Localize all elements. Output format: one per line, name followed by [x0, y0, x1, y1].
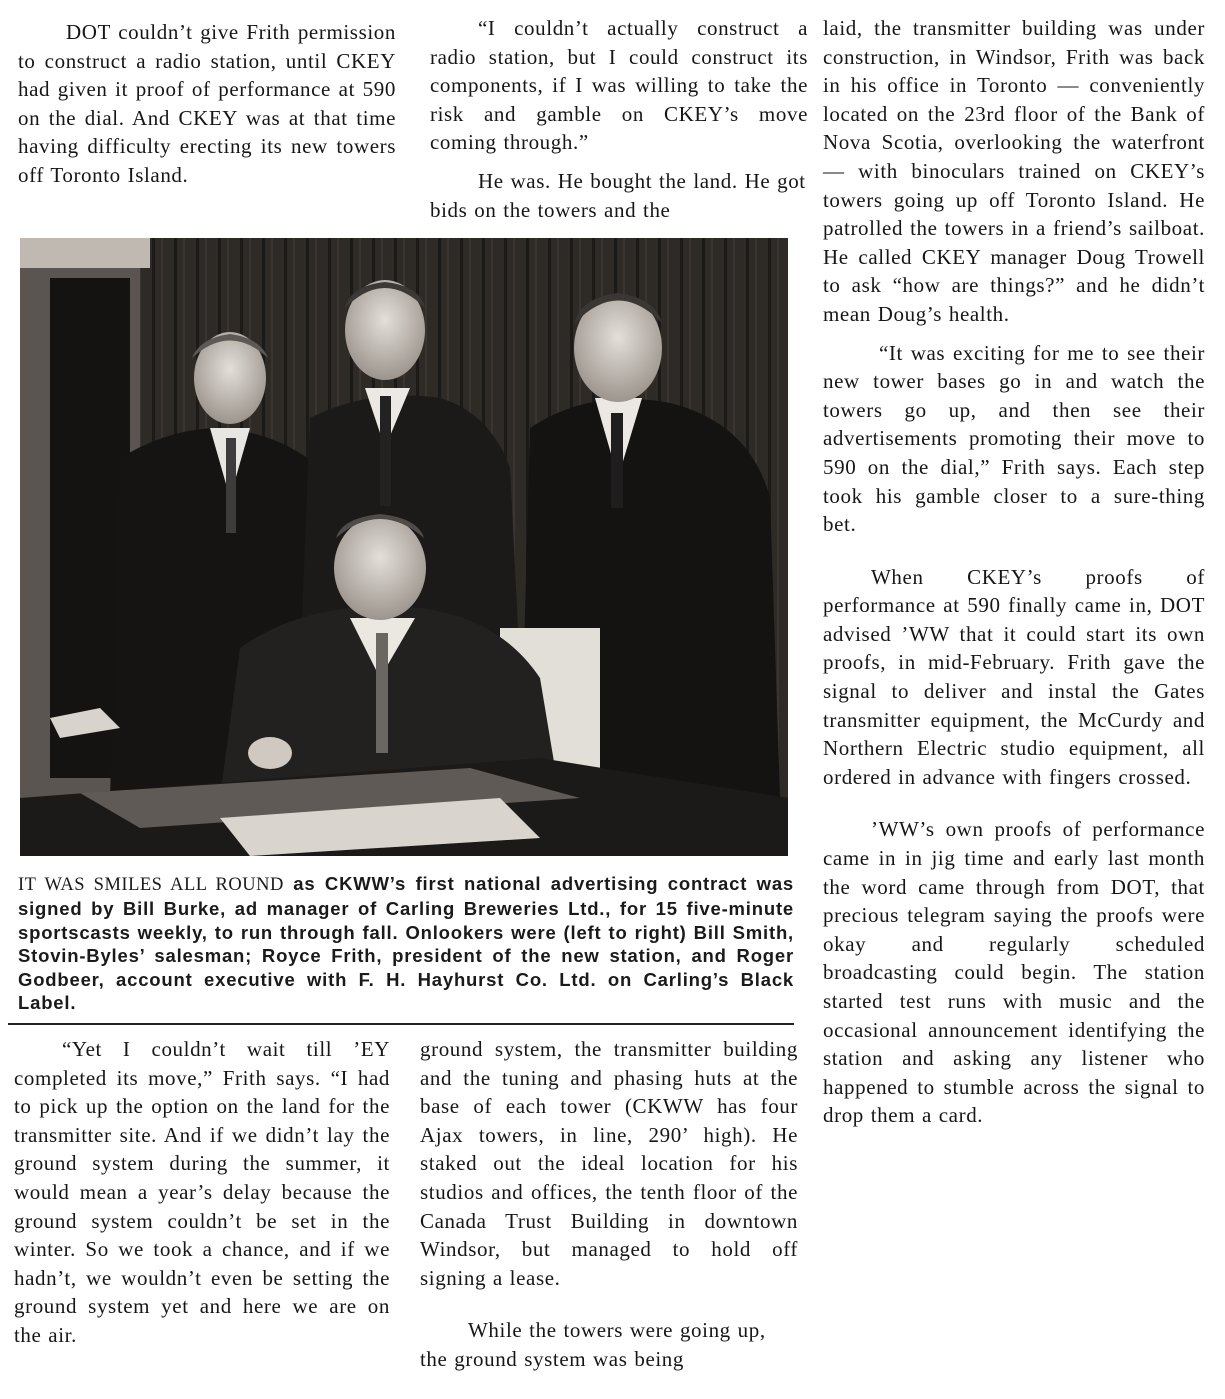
caption-lead: IT WAS SMILES ALL ROUND	[18, 875, 284, 895]
caption-divider	[8, 1023, 794, 1025]
paragraph: While the towers were going up, the ground system was being	[420, 1318, 766, 1371]
paragraph: laid, the transmitter building was under construction, in Windsor, Frith was back in his office in Toronto — conveniently located on the 23rd floor of the Bank of Nova Scotia, overlooking the waterfront— with binoculars trained on CKEY’s towers going up off Toronto Island. He patrolled the towers in a friend’s sailboat. He called CKEY manager Doug Trowell to ask “how are things?” and he didn’t mean Doug’s health.	[823, 16, 1205, 326]
article-column-bottom-middle	[420, 1035, 798, 1374]
paragraph: DOT couldn’t give Frith permission to construct a radio station, until CKEY had given it proof of performance at 590 on the dial. And CKEY was at that time having difficulty erecting its new towers off Toronto Island.	[18, 20, 396, 187]
paragraph: “I couldn’t actually construct a radio station, but I could construct its components, if I was willing to take the risk and gamble on CKEY’s move coming through.”	[430, 16, 808, 155]
paragraph: “Yet I couldn’t wait till ’EY completed its move,” Frith says. “I had to pick up the option on the land for the transmitter site. And if we didn’t lay the ground system during the summer, it would mean a year’s delay because the ground system couldn’t be set in the winter. So we took a chance, and if we hadn’t, we wouldn’t even be setting the ground system yet and here we are on the air.	[14, 1037, 390, 1347]
photo-illustration	[20, 238, 788, 856]
paragraph: ’WW’s own proofs of performance came in in jig time and early last month the word came through from DOT, that precious telegram saying the proofs were okay and regularly scheduled broadcasting could begin. The station started test runs with music and the occasional announcement identifying the station and asking any listener who happened to stumble across the signal to drop them a card.	[823, 817, 1205, 1128]
paragraph: He was. He bought the land. He got bids on the towers and the	[430, 168, 806, 222]
article-column-right	[823, 14, 1205, 1130]
caption-text: as CKWW’s first national advertising contract was signed by Bill Burke, ad manager of Carling Breweries Ltd., for 15 five-minute sportscasts weekly, to run through fall. Onlookers were (left to right) Bill Smith, Stovin-Byles’ salesman; Royce Frith, president of the new station, and Roger Godbeer, account executive with F. H. Hayhurst Co. Ltd. on Carling’s Black Label.	[18, 873, 794, 1014]
paragraph: “It was exciting for me to see their new tower bases go in and watch the towers go up, and then see their advertisements promoting their move to 590 on the dial,” Frith says. Each step took his gamble closer to a sure-thing bet.	[823, 340, 1205, 537]
paragraph: When CKEY’s proofs of performance at 590 finally came in, DOT advised ’WW that it could start its own proofs, in mid-February. Frith gave the signal to deliver and instal the Gates transmitter equipment, the McCurdy and Northern Electric studio equipment, all ordered in advance with fingers crossed.	[823, 564, 1205, 789]
article-column-top-left	[18, 18, 396, 190]
article-column-top-middle	[430, 14, 808, 224]
article-column-bottom-left	[14, 1035, 390, 1350]
news-photo-contract-signing	[20, 238, 788, 856]
photo-caption	[18, 872, 794, 1014]
paragraph: ground system, the transmitter building and the tuning and phasing huts at the base of each tower (CKWW has four Ajax towers, in line, 290’ high). He staked out the ideal location for his studios and offices, the tenth floor of the Canada Trust Building in downtown Windsor, but managed to hold off signing a lease.	[420, 1037, 798, 1290]
